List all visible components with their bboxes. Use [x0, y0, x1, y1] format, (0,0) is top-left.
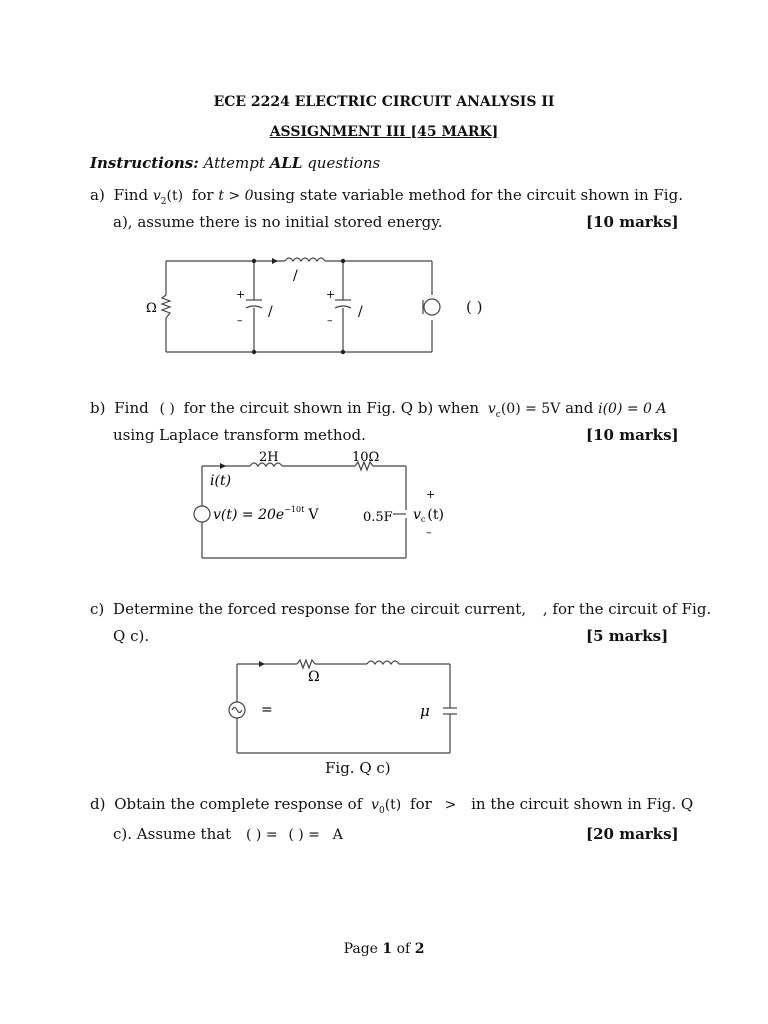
instructions: [90, 154, 380, 172]
figure-a-minus1: –: [237, 314, 243, 327]
current-arrow-icon: [220, 463, 226, 469]
figure-b-minus: –: [426, 526, 432, 539]
figure-c-mu: μ: [420, 702, 430, 720]
question-b-mid: for the circuit shown in Fig. Q b) when: [183, 399, 480, 417]
figure-a-plus1: +: [236, 288, 246, 301]
figure-b-inductor: 2H: [259, 450, 279, 465]
question-d-line2: [113, 825, 343, 843]
question-a-var: $v_2(t)$: [152, 188, 184, 207]
figure-a-minus2: –: [327, 314, 333, 327]
figure-b-resistor: 10Ω: [352, 450, 380, 465]
question-d-marks: [20 marks]: [586, 825, 679, 843]
question-c-marks: [5 marks]: [586, 627, 669, 645]
question-a-rest: using state variable method for the circuit shown in Fig.: [253, 186, 683, 204]
question-b-find: Find: [114, 399, 149, 417]
figure-b-plus: +: [426, 488, 436, 501]
figure-c-ohm: Ω: [308, 669, 320, 685]
figure-b-cap-voltage: $v_c$ (t): [413, 507, 444, 524]
question-d-var: $v_0(t)$: [371, 797, 402, 816]
page-footer: [0, 941, 768, 957]
question-a-for: for: [191, 186, 214, 204]
question-d-gt: >: [444, 797, 457, 813]
figure-b-current: i(t): [210, 473, 232, 489]
figure-a-slash1: /: [268, 304, 273, 320]
instructions-emphasis: ALL: [269, 154, 303, 172]
question-a-find: Find: [113, 186, 149, 204]
footer-page-number: 1: [382, 941, 393, 957]
question-b-marks: [10 marks]: [586, 426, 679, 444]
question-b-paren: ( ): [159, 401, 175, 417]
footer-of: of: [396, 941, 411, 957]
figure-a-plus2: +: [326, 288, 336, 301]
current-arrow-icon: [272, 258, 278, 264]
figure-b-circuit: [190, 446, 450, 564]
question-a-letter: a): [90, 186, 105, 204]
figure-a-source-label: ( ): [466, 298, 483, 316]
figure-a-circuit: [140, 250, 450, 365]
question-c-text-b: , for the circuit of Fig.: [542, 600, 712, 618]
figure-a-slash2: /: [358, 304, 363, 320]
question-b-and: and: [565, 399, 594, 417]
question-a-line2: a), assume there is no initial stored energy.: [113, 213, 443, 231]
instructions-text-post: questions: [307, 154, 381, 172]
question-b-letter: b): [90, 399, 106, 417]
figure-c-eq: =: [261, 702, 273, 718]
figure-c-circuit: [225, 655, 460, 760]
figure-c-caption: Fig. Q c): [325, 759, 391, 777]
footer-page-label: Page: [343, 941, 378, 957]
question-b-cond2: i(0) = 0 A: [598, 401, 667, 417]
question-c-line1: [90, 600, 711, 618]
question-a-cond: t > 0: [218, 188, 254, 204]
question-c-letter: c): [90, 600, 105, 618]
question-d-for: for: [410, 795, 432, 813]
question-d-eq2: ( ) =: [288, 827, 320, 843]
assignment-title: ASSIGNMENT III [45 MARK]: [269, 124, 499, 140]
question-c-text-a: Determine the forced response for the circuit current,: [113, 600, 527, 618]
question-b-cond1: $v_c(0) = 5V$: [487, 401, 561, 420]
question-d-text-b: in the circuit shown in Fig. Q: [471, 795, 694, 813]
question-d-text-c: c). Assume that: [113, 825, 232, 843]
question-d-line1: [90, 795, 693, 816]
course-title: ECE 2224 ELECTRIC CIRCUIT ANALYSIS II: [213, 94, 555, 110]
question-d-eq1: ( ) =: [246, 827, 278, 843]
figure-b-cap: 0.5F: [363, 510, 393, 525]
instructions-text: Attempt: [203, 154, 265, 172]
question-a-line1: [90, 186, 683, 207]
figure-a-slash3: /: [293, 268, 298, 284]
question-d-letter: d): [90, 795, 106, 813]
question-a-marks: [10 marks]: [586, 213, 679, 231]
question-b-line2: using Laplace transform method.: [113, 426, 366, 444]
footer-page-total: 2: [414, 941, 425, 957]
instructions-label: Instructions:: [90, 154, 199, 172]
current-arrow-icon: [259, 661, 265, 667]
question-c-line2: Q c).: [113, 627, 150, 645]
question-d-text-a: Obtain the complete response of: [114, 795, 363, 813]
figure-a-ohm: Ω: [146, 301, 157, 316]
question-b-line1: [90, 399, 667, 420]
figure-b-source: $v(t) = 20e^{-10t}$ V: [213, 505, 319, 523]
question-d-unit: A: [332, 827, 343, 843]
